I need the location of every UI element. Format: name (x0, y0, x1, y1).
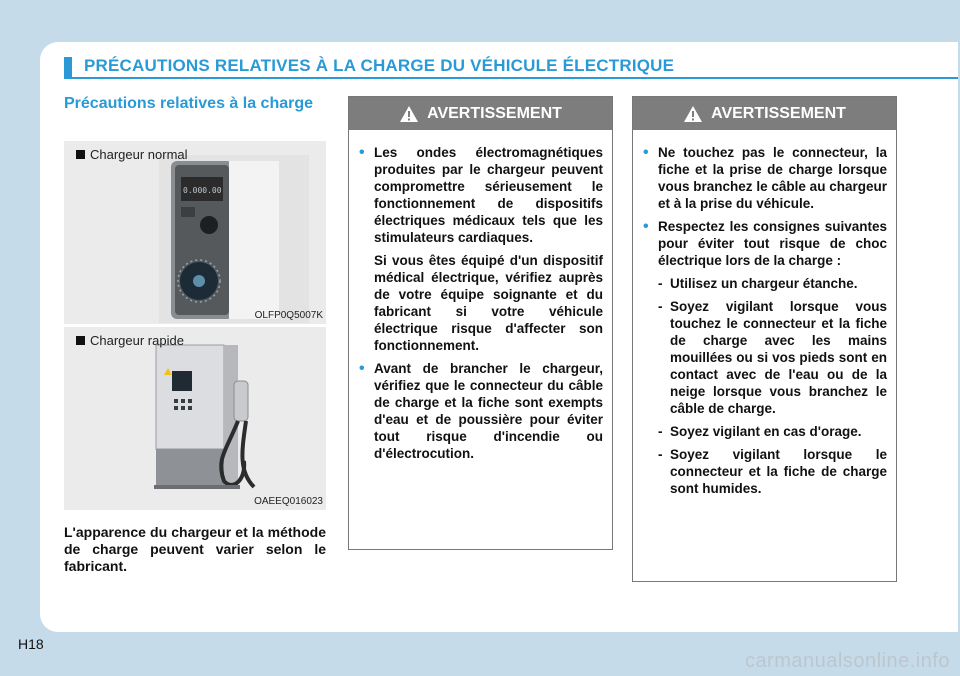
warning-2-dash-1: - Utilisez un chargeur étanche. (658, 276, 858, 291)
figure-code-normal: OLFP0Q5007K (254, 310, 323, 321)
header-accent-bar (64, 57, 72, 79)
warning-1-item-2: Si vous êtes équipé d'un dispositif médical électrique, vérifiez auprès de votre équipe soignante et du fabricant si votre véhicule électrique risque d'affecter son fonctionnement. (374, 253, 603, 353)
warning-box-1 (348, 96, 613, 550)
warning-2-dash-3: - Soyez vigilant en cas d'orage. (658, 424, 862, 439)
black-square-icon (76, 336, 85, 345)
figure-normal-charger (64, 141, 326, 324)
warning-triangle-icon (683, 105, 703, 123)
charger-screen-text: 0.000.00 (183, 186, 222, 195)
warning-box-2 (632, 96, 897, 582)
normal-charger-illustration (159, 155, 309, 323)
warning-triangle-icon (399, 105, 419, 123)
rapid-charger-illustration (146, 341, 276, 493)
figure-caption-rapid: Chargeur rapide (76, 333, 184, 348)
figure-code-rapid: OAEEQ016023 (254, 496, 323, 507)
watermark: carmanualsonline.info (744, 650, 950, 672)
warning-header-1 (349, 97, 612, 130)
warning-1-item-3: • Avant de brancher le chargeur, vérifiez que le connecteur du câble de charge et la fiche sont exempts d'eau et de poussière pour éviter tout risque d'incendie ou d'électrocution. (358, 360, 603, 462)
black-square-icon (76, 150, 85, 159)
page-number: H18 (18, 636, 44, 652)
figure-caption-normal: Chargeur normal (76, 147, 188, 162)
warning-1-item-1: • Les ondes électromagnétiques produites par le chargeur peuvent compromettre sérieusement le fonctionnement de dispositifs électriques médicaux tels que les stimulateurs cardiaques. (358, 144, 603, 246)
warning-title-2: AVERTISSEMENT (711, 104, 846, 122)
header-title: PRÉCAUTIONS RELATIVES À LA CHARGE DU VÉHICULE ÉLECTRIQUE (84, 56, 675, 75)
warning-2-dash-4: - Soyez vigilant lorsque le connecteur et la fiche de charge sont humides. (658, 447, 887, 496)
warning-2-dash-2: - Soyez vigilant lorsque vous touchez le connecteur et la fiche de charge avec les mains mouillées ou si vos pieds sont en contact avec de l'eau ou de la neige lorsque vous branchez le câble de charge. (658, 299, 887, 416)
warning-header-2 (633, 97, 896, 130)
warning-title-1: AVERTISSEMENT (427, 104, 562, 122)
figure-rapid-charger (64, 327, 326, 510)
warning-2-item-1: • Ne touchez pas le connecteur, la fiche et la prise de charge lorsque vous branchez le câble au chargeur et à la prise du véhicule. (642, 144, 887, 212)
header-rule (64, 77, 958, 79)
body-paragraph: L'apparence du chargeur et la méthode de charge peuvent varier selon le fabricant. (64, 524, 326, 574)
warning-2-item-2: • Respectez les consignes suivantes pour éviter tout risque de choc électrique lors de la charge : (642, 218, 887, 269)
section-title: Précautions relatives à la charge (64, 95, 314, 112)
